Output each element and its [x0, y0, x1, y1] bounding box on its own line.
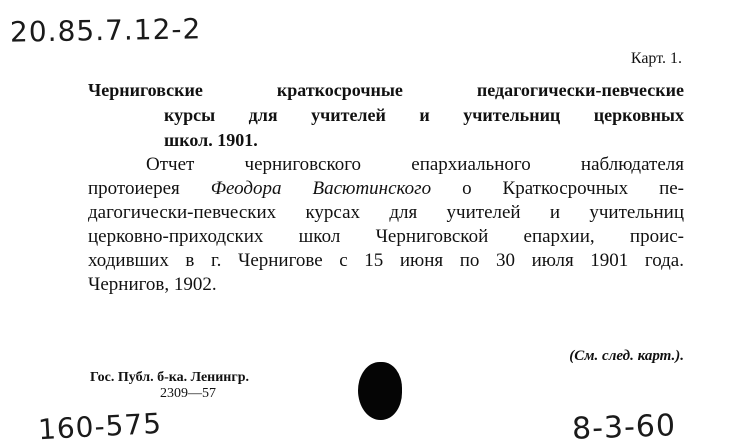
card-number: Карт. 1. [630, 50, 682, 67]
heading-line-3: школ. 1901. [164, 130, 258, 150]
description-text: протоиерея [88, 178, 211, 199]
handwritten-date: 8-3-60 [571, 408, 677, 447]
card-heading [88, 78, 684, 153]
author-name: Феодора Васютинского [210, 178, 432, 199]
card-description [88, 153, 684, 297]
heading-line-1: Черниговские краткосрочные педагогически-певческие [88, 80, 684, 100]
description-text: о Краткосрочных пе- [431, 178, 685, 199]
description-line-4: церковно-приходских школ Черниговской епархии, проис- [88, 226, 684, 247]
description-line-5: ходивших в г. Чернигове с 15 июня по 30 июля 1901 года. [88, 250, 684, 271]
description-line-6: Чернигов, 1902. [88, 274, 217, 295]
heading-line-2: курсы для учителей и учительниц церковных [164, 105, 684, 125]
description-line-1: Отчет черниговского епархиального наблюдателя [146, 154, 684, 175]
handwritten-inventory-number: 160-575 [37, 406, 163, 447]
library-stamp: Гос. Публ. б-ка. Ленингр. [90, 370, 250, 385]
description-line-2 [88, 177, 684, 201]
see-next-card-note: (См. след. карт.). [569, 348, 684, 364]
handwritten-shelf-code: 20.85.7.12-2 [9, 12, 202, 49]
punch-hole-blot [358, 362, 402, 420]
library-number: 2309—57 [160, 386, 216, 401]
description-line-3: дагогически-певческих курсах для учителей и учительниц [88, 202, 684, 223]
